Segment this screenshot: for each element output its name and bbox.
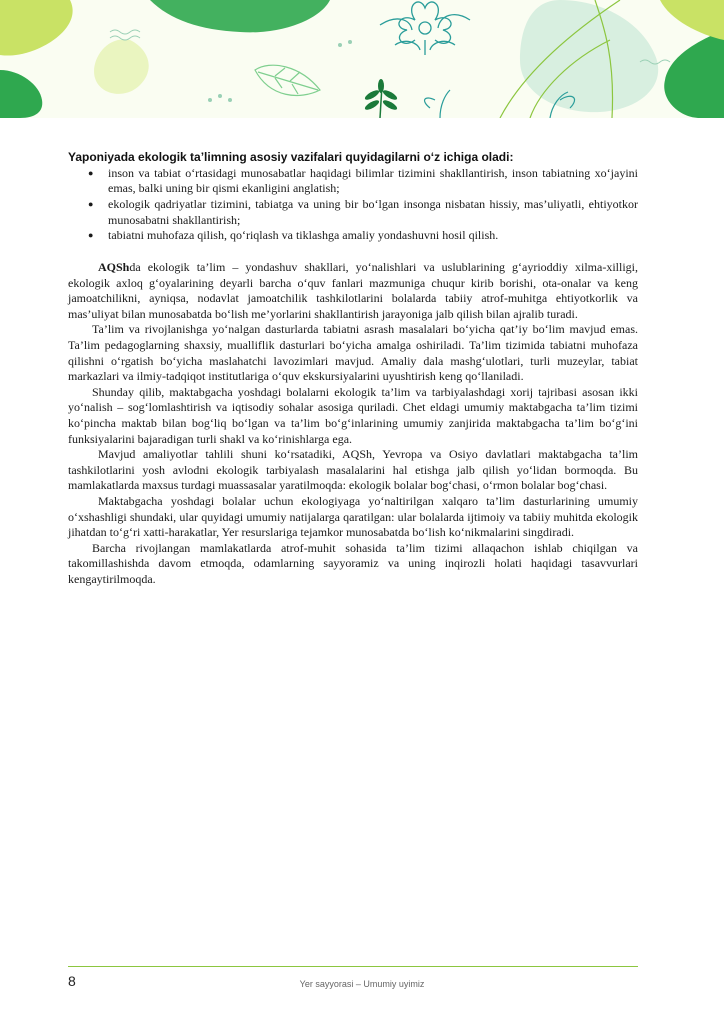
- green-blob-left-bottom: [0, 70, 42, 118]
- page-number: 8: [68, 973, 76, 989]
- paragraph: Barcha rivojlangan mamlakatlarda atrof-muhit sohasida ta’lim tizimi allaqachon ishlab chiqilgan va takomillashishda davom etmoqda, odamlarning sayyoramiz va uning inqirozli holati haqidagi tasavvurlari kengaytirilmoqda.: [68, 540, 638, 586]
- footer-rule: [68, 966, 638, 967]
- fern-icon: [364, 79, 399, 118]
- lime-blob-bottom: [94, 39, 149, 94]
- paragraph-text: da ekologik ta’lim – yondashuv shakllari, yo‘nalishlari va uslublarining g‘ayrioddiy xilma-xilligi, ekologik axloq g‘oyalarining deyarli barcha o‘quv fanlari mazmuniga chuqur kirib borishi, ota-onalar va keng jamoatchilikni, ayniqsa, nodavlat jamoatchilik tashkilotlarini bolalarda tabiiy atrof-muhitga ehtiyotkorlik va mas’uliyat bilan munosabatda bo‘lish me’yorlarini shakllantirish jarayoniga jalb qilish bilan ajralib turadi.: [68, 260, 638, 321]
- list-item: ● ekologik qadriyatlar tizimini, tabiatga va uning bir bo‘lgan insonga nisbatan hissiy, mas’uliyatli, ehtiyotkor munosabatni shakllantirish;: [88, 197, 638, 228]
- paragraph: Shunday qilib, maktabgacha yoshdagi bolalarni ekologik ta’lim va tarbiyalashdagi xorij tajribasi asosan ikki yo‘nalish – sog‘lomlashtirish va iqtisodiy sohalar asosiga quriladi. Chet eldagi umumiy maktabgacha ta’lim tizimi ko‘pincha maktab bilan bog‘liq bo‘lgan va ta’lim bo‘g‘inlarining umumiy zanjirida maktabgacha ta’lim bo‘g‘ini funksiyalarini bajaradigan turli shakl va ko‘rinishlarga ega.: [68, 384, 638, 446]
- body-text: [68, 260, 638, 587]
- paragraph-lead: AQSh: [98, 260, 130, 275]
- main-content: [68, 150, 638, 587]
- list-item: ● inson va tabiat o‘rtasidagi munosabatlar haqidagi bilimlar tizimini shakllantirish, inson tabiatning xo‘jayini emas, balki uning bir qismi ekanligini anglatish;: [88, 166, 638, 197]
- lime-blob-right: [660, 0, 724, 40]
- flower-icon: [380, 2, 470, 55]
- paragraph: Ta’lim va rivojlanishga yo‘nalgan dasturlarda tabiatni asrash masalalari bo‘yicha qat’iy bo‘lim mavjud emas. Ta’lim pedagoglarning shaxsiy, mualliflik dasturlari bo‘yicha amalga oshiriladi. Ta’lim tizimida tabiatni muhofaza qilishni o‘rgatish bo‘yicha maslahatchi lavozimlari mavjud. Amaliy dala mashg‘ulotlari, turli muzeylar, tabiat markazlari va ilmiy-tadqiqot institutlariga o‘quv ekskursiyalarini uyushtirish keng qo‘llaniladi.: [68, 322, 638, 384]
- footer-title: Yer sayyorasi – Umumiy uyimiz: [299, 979, 425, 989]
- green-blob-right: [664, 30, 724, 118]
- bullet-list: [68, 166, 638, 245]
- green-blob-top: [150, 0, 330, 32]
- paragraph: Maktabgacha yoshdagi bolalar uchun ekologiyaga yo‘naltirilgan xalqaro ta’lim dasturlarining umumiy o‘xshashligi shundaki, ular quyidagi umumiy natijalarga qaratilgan: ular bolalarda ijtimoiy va tabiiy muhitda ekologik jihatdan to‘g‘ri xatti-harakatlar, Yer resurslariga tejamkor munosabatda bo‘lish ko‘nikmalarini singdiradi.: [68, 493, 638, 540]
- section-heading: Yaponiyada ekologik ta’limning asosiy vazifalari quyidagilarni o‘z ichiga oladi:: [68, 150, 514, 164]
- list-item: ● tabiatni muhofaza qilish, qo‘riqlash va tiklashga amaliy yondashuvni hosil qilish.: [88, 228, 638, 244]
- decorative-banner: [0, 0, 724, 118]
- paragraph-usa: [68, 260, 638, 322]
- leaf-icon: [255, 65, 320, 95]
- lime-blob-left: [0, 0, 73, 56]
- mint-blob: [520, 0, 658, 112]
- paragraph: Mavjud amaliyotlar tahlili shuni ko‘rsatadiki, AQSh, Yevropa va Osiyo davlatlari maktabgacha ta’lim tashkilotlarini yosh avlodni ekologik tarbiyalash masalalarini hal etishga jalb qilish yo‘lidan bormoqda. Bu mamlakatlarda maxsus turdagi muassasalar yaratilmoqda: ekologik bolalar bog‘chasi, o‘rmon bolalar bog‘chasi.: [68, 447, 638, 493]
